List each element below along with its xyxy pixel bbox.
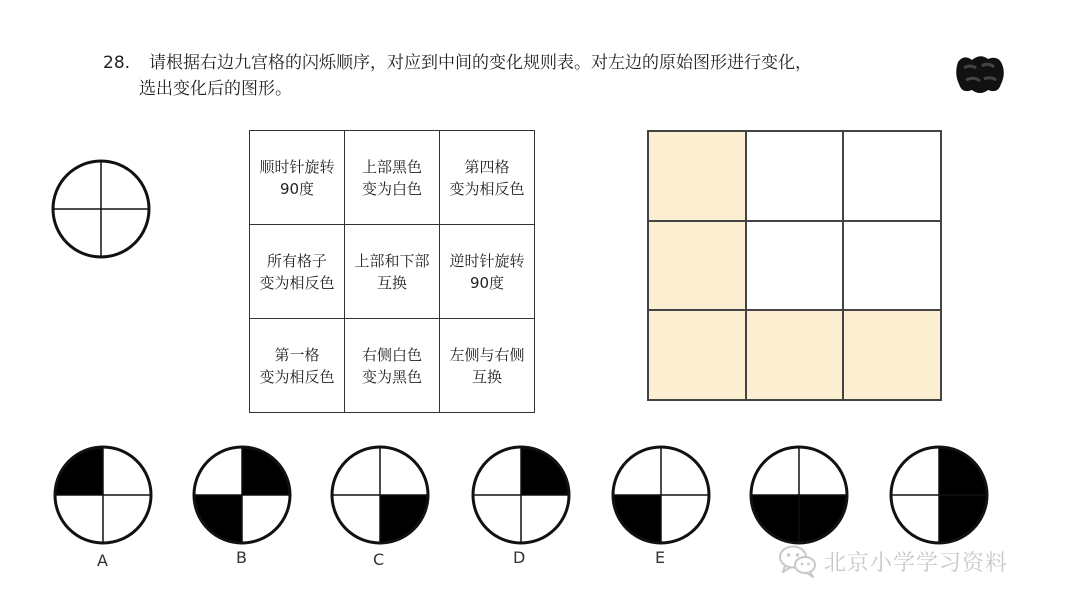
flash-cell xyxy=(648,221,746,311)
flash-cell xyxy=(648,131,746,221)
original-shape xyxy=(49,157,153,261)
rule-table xyxy=(249,130,535,413)
flash-grid xyxy=(647,130,942,401)
option-a-shape[interactable] xyxy=(51,443,155,547)
question-number: 28. xyxy=(103,53,131,73)
option-b-label: B xyxy=(236,548,247,567)
wechat-icon xyxy=(778,544,818,578)
rule-cell: 右侧白色 变为黑色 xyxy=(345,319,440,413)
rule-cell: 第四格 变为相反色 xyxy=(440,131,535,225)
question-text-line2: 选出变化后的图形。 xyxy=(139,79,292,99)
rule-cell: 逆时针旋转 90度 xyxy=(440,225,535,319)
rule-cell: 顺时针旋转 90度 xyxy=(250,131,345,225)
option-b-shape[interactable] xyxy=(190,443,294,547)
flash-cell xyxy=(746,131,844,221)
watermark xyxy=(778,541,1008,581)
option-d-label: D xyxy=(513,548,526,567)
option-g-shape[interactable] xyxy=(887,443,991,547)
option-e-shape[interactable] xyxy=(609,443,713,547)
flash-cell xyxy=(746,221,844,311)
watermark-text: 北京小学学习资料 xyxy=(824,550,1009,576)
option-d-shape[interactable] xyxy=(469,443,573,547)
flash-cell xyxy=(843,310,941,400)
rule-cell: 上部和下部 互换 xyxy=(345,225,440,319)
option-c-shape[interactable] xyxy=(328,443,432,547)
option-e-label: E xyxy=(655,548,666,567)
rule-cell: 所有格子 变为相反色 xyxy=(250,225,345,319)
question-text-line1: 请根据右边九宫格的闪烁顺序，对应到中间的变化规则表。对左边的原始图形进行变化， xyxy=(149,53,812,73)
rule-cell: 上部黑色 变为白色 xyxy=(345,131,440,225)
flash-cell xyxy=(746,310,844,400)
rule-cell: 左侧与右侧 互换 xyxy=(440,319,535,413)
redaction-mark xyxy=(954,52,1006,96)
option-a-label: A xyxy=(97,551,108,570)
option-c-label: C xyxy=(373,550,385,569)
option-f-shape[interactable] xyxy=(747,443,851,547)
flash-cell xyxy=(843,221,941,311)
flash-cell xyxy=(648,310,746,400)
flash-cell xyxy=(843,131,941,221)
rule-cell: 第一格 变为相反色 xyxy=(250,319,345,413)
